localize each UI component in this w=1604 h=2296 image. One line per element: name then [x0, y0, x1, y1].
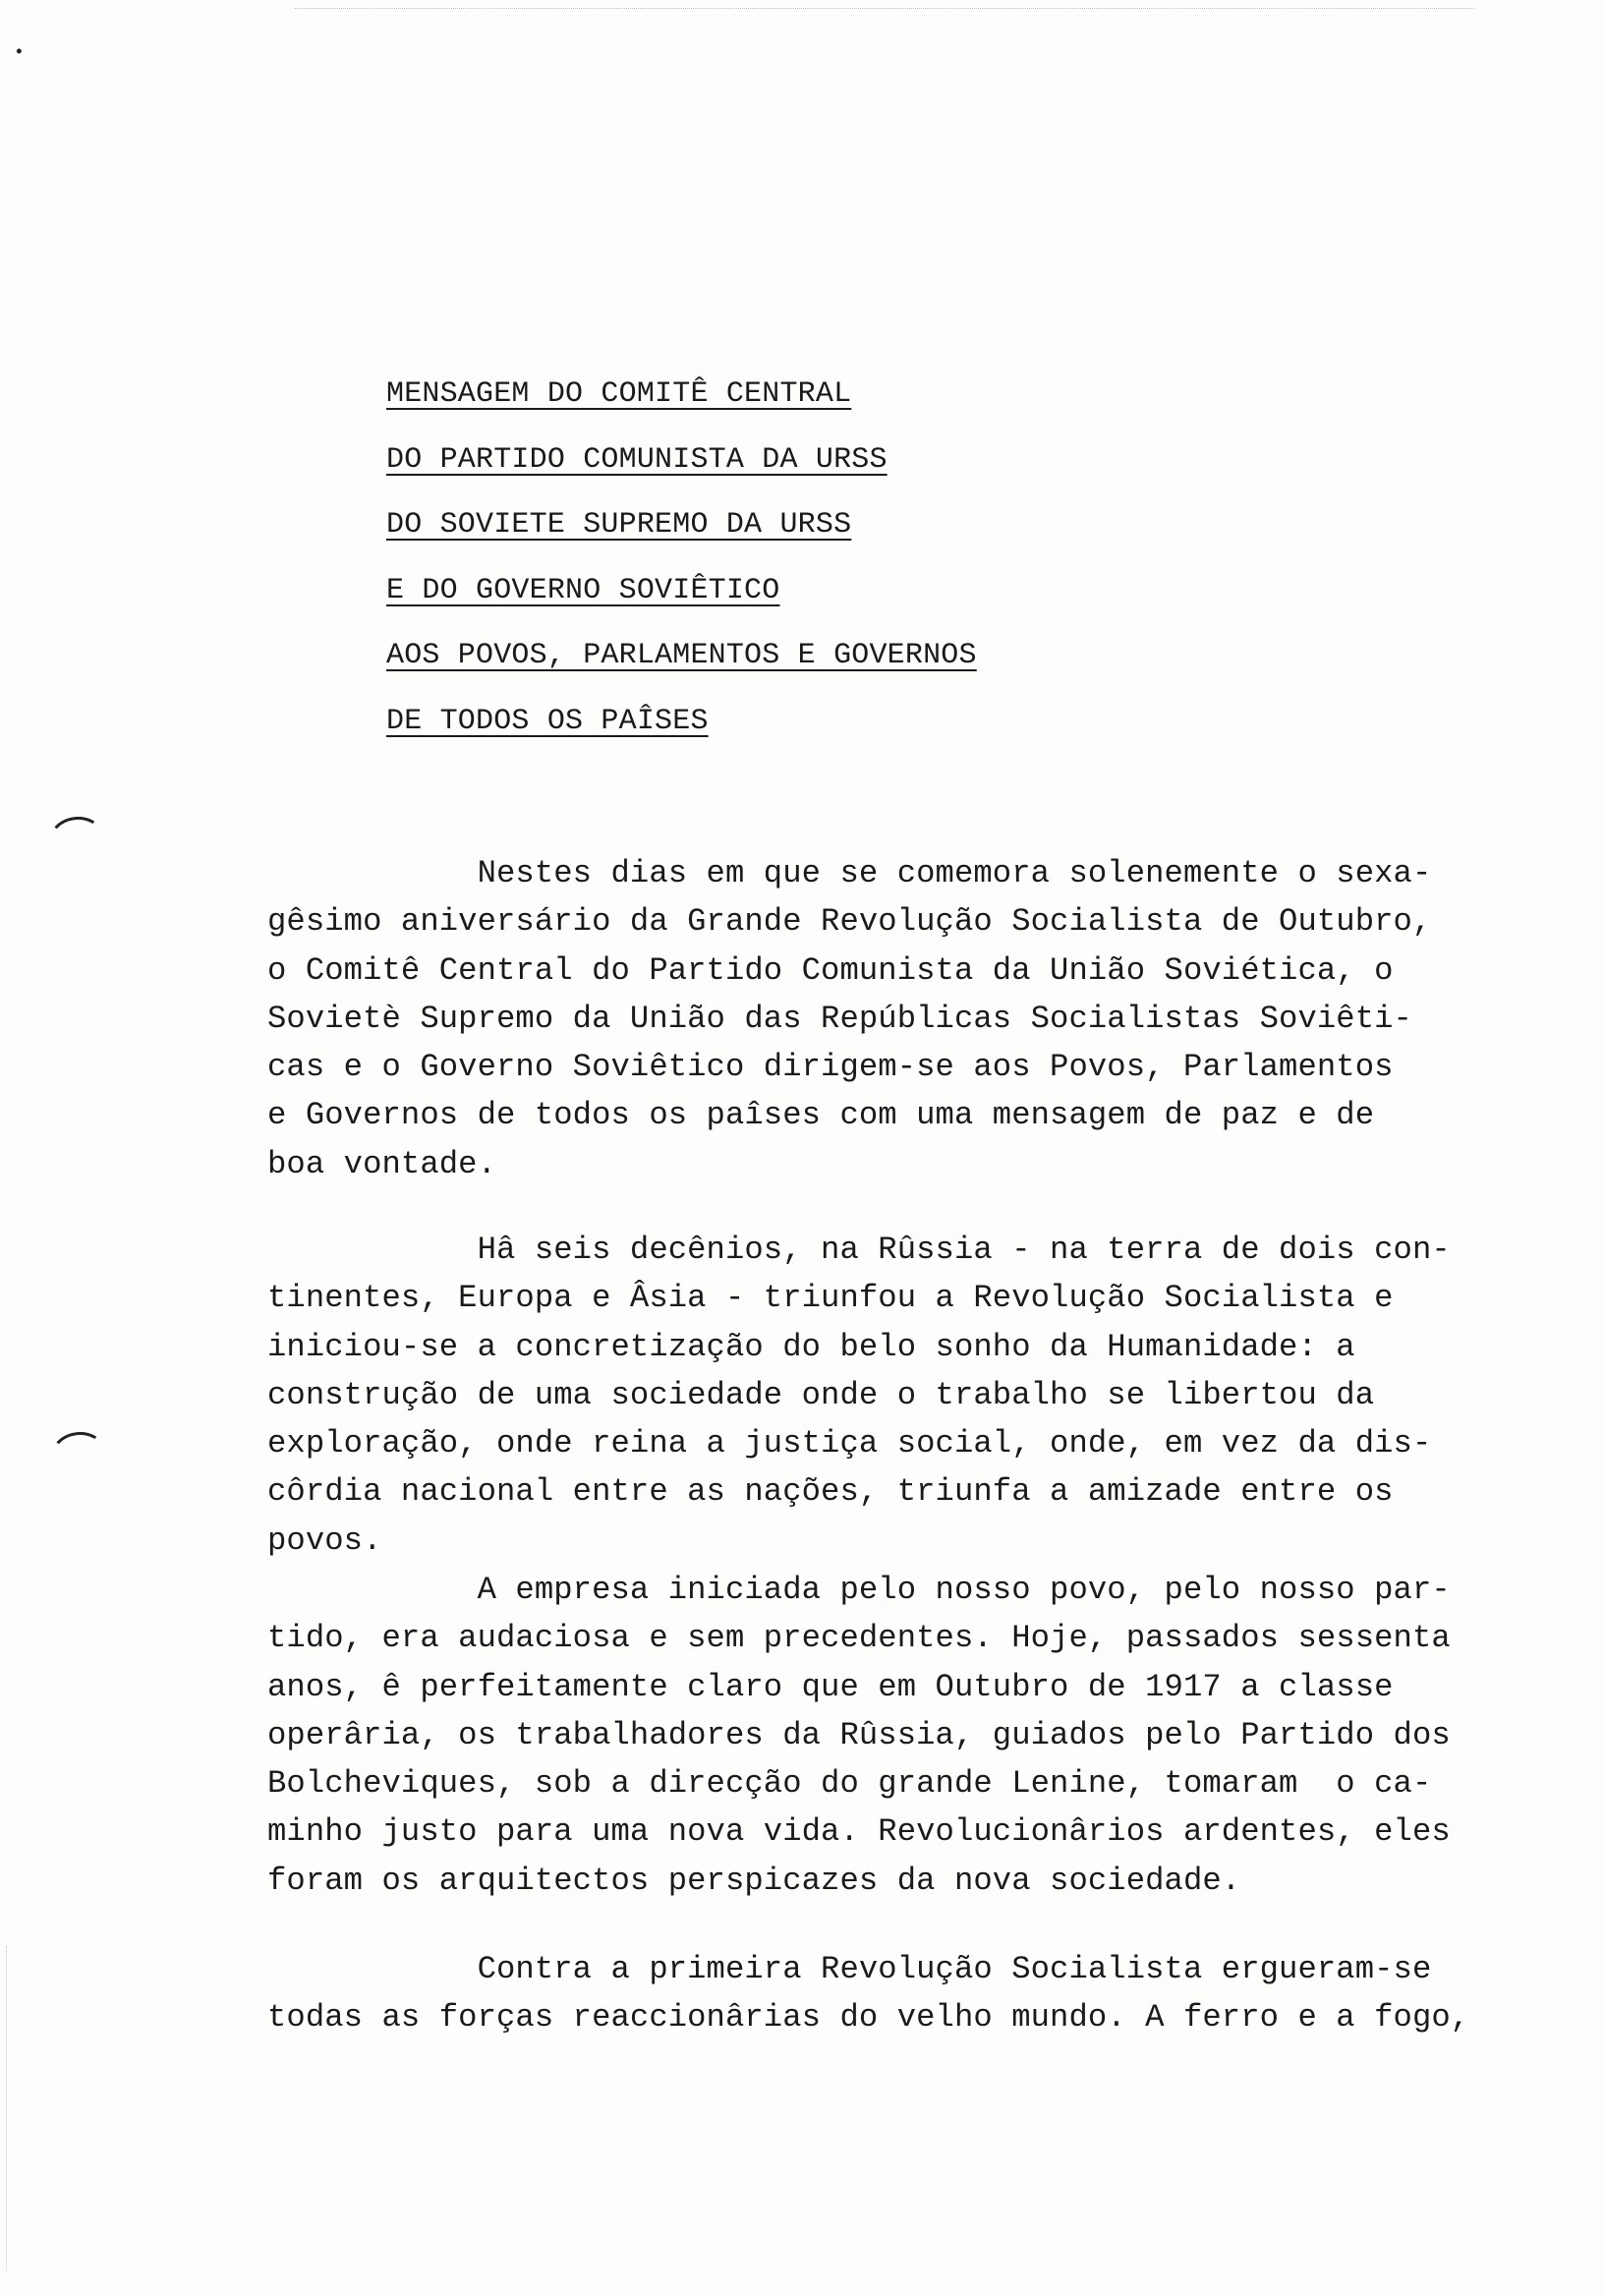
heading-line [386, 558, 977, 624]
heading-line [386, 492, 977, 558]
text-line: iniciou-se a concretização do belo sonho da Humanidade: a [267, 1328, 1355, 1365]
text-line: operâria, os trabalhadores da Rûssia, guiados pelo Partido dos [267, 1716, 1451, 1753]
heading-line [386, 689, 977, 755]
paragraph-2 [267, 1226, 1506, 1565]
heading-text: E DO GOVERNO SOVIÊTICO [386, 573, 780, 607]
heading-text: DE TODOS OS PAÎSES [386, 704, 709, 738]
paragraph-3 [267, 1566, 1506, 1905]
heading-text: DO SOVIETE SUPREMO DA URSS [386, 508, 852, 542]
text-line: o Comitê Central do Partido Comunista da União Soviética, o [267, 951, 1394, 989]
heading-text: AOS POVOS, PARLAMENTOS E GOVERNOS [386, 639, 977, 672]
text-line: povos. [267, 1521, 382, 1559]
text-line: A empresa iniciada pelo nosso povo, pelo nosso par- [267, 1572, 1451, 1608]
text-line: Bolcheviques, sob a direcção do grande Lenine, tomaram o ca- [267, 1765, 1432, 1803]
heading-text: DO PARTIDO COMUNISTA DA URSS [386, 442, 888, 477]
text-line: minho justo para uma nova vida. Revolucionârios ardentes, eles [267, 1813, 1451, 1851]
text-line: e Governos de todos os paîses com uma mensagem de paz e de [267, 1097, 1375, 1134]
text-line: cas e o Governo Soviêtico dirigem-se aos Povos, Parlamentos [267, 1049, 1394, 1086]
heading-line [386, 428, 977, 493]
text-line: côrdia nacional entre as nações, triunfa a amizade entre os [267, 1473, 1394, 1511]
document-heading [386, 362, 977, 754]
text-line: exploração, onde reina a justiça social, onde, em vez da dis- [267, 1425, 1432, 1463]
text-line: boa vontade. [267, 1145, 496, 1182]
text-line: foram os arquitectos perspicazes da nova sociedade. [267, 1862, 1241, 1899]
text-line: tido, era audaciosa e sem precedentes. Hoje, passados sessenta [267, 1620, 1451, 1657]
text-line: construção de uma sociedade onde o trabalho se libertou da [267, 1376, 1375, 1413]
paragraph-4 [267, 1945, 1506, 2042]
text-line: Hâ seis decênios, na Rûssia - na terra de dois con- [267, 1232, 1451, 1268]
paragraph-1 [267, 849, 1506, 1188]
scan-noise-top [295, 8, 1474, 11]
heading-line [386, 362, 977, 428]
text-line: Sovietè Supremo da União das Repúblicas Socialistas Soviêti- [267, 1000, 1412, 1037]
punch-hole-mark-bottom [48, 1428, 109, 1480]
text-line: gêsimo aniversário da Grande Revolução Socialista de Outubro, [267, 903, 1432, 941]
text-line: Nestes dias em que se comemora solenemente o sexa- [267, 855, 1432, 891]
punch-hole-mark-top [46, 813, 107, 865]
scan-noise-edge [6, 1946, 8, 2270]
scan-corner-mark: • [14, 43, 25, 63]
text-line: anos, ê perfeitamente claro que em Outubro de 1917 a classe [267, 1668, 1394, 1705]
heading-line [386, 623, 977, 689]
heading-text: MENSAGEM DO COMITÊ CENTRAL [386, 377, 852, 411]
text-line: tinentes, Europa e Âsia - triunfou a Revolução Socialista e [267, 1280, 1394, 1317]
text-line: todas as forças reaccionârias do velho mundo. A ferro e a fogo, [267, 1999, 1470, 2037]
text-line: Contra a primeira Revolução Socialista ergueram-se [267, 1951, 1432, 1987]
